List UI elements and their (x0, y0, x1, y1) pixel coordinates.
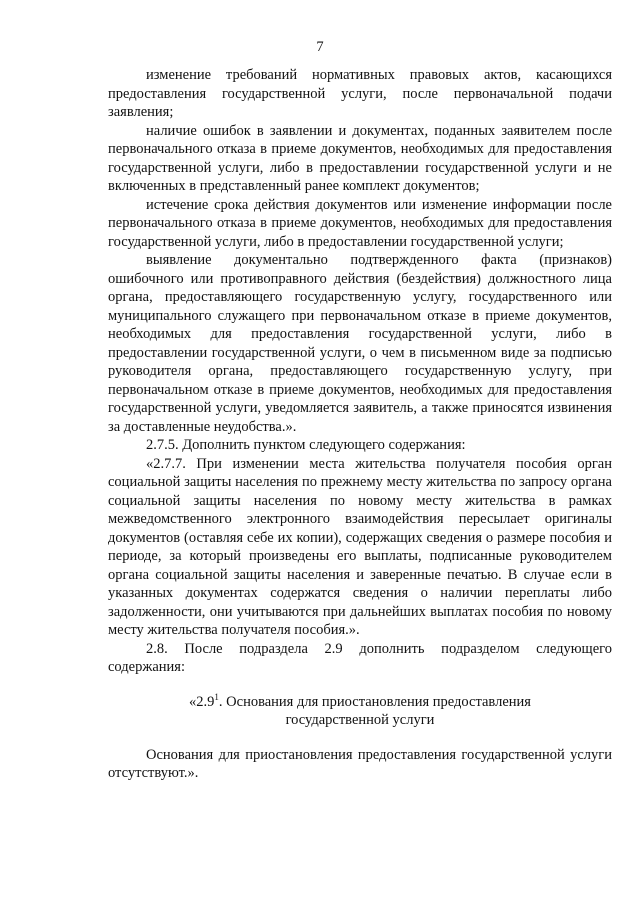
paragraph: выявление документально подтвержденного факта (признаков) ошибочного или противоправного действия (бездействия) должностного лица органа, предоставляющего государственную услугу, государственного или муниципального служащего при первоначальном отказе в приеме документов, необходимых для предоставления государственной услуги, либо в предоставлении государственной услуги, о чем в письменном виде за подписью руководителя органа, предоставляющего государственную услугу, при первоначальном отказе в приеме документов, необходимых для предоставления государственной услуги, уведомляется заявитель, а также приносятся извинения за доставленные неудобства.». (108, 252, 612, 435)
paragraph: 2.7.5. Дополнить пунктом следующего содержания: (146, 437, 466, 453)
heading-rest: . Основания для приостановления предоставления (218, 693, 531, 710)
heading-superscript: 1 (214, 691, 219, 702)
heading-line2: государственной услуги (285, 712, 435, 728)
paragraph: истечение срока действия документов или изменение информации после первоначального отказа в приеме документов, необходимых для предоставления государственной услуги, либо в предоставлении государственной услуги; (108, 196, 612, 250)
page-number: 7 (316, 39, 324, 55)
closing-paragraph: Основания для приостановления предоставления государственной услуги отсутствуют.». (108, 746, 612, 781)
paragraph: наличие ошибок в заявлении и документах, поданных заявителем после первоначального отказа в приеме документов, необходимых для предоставления государственной услуги, либо в предоставлении государственной услуги и не включенных в представленный ранее комплект документов; (108, 122, 612, 194)
document-body (108, 66, 612, 783)
paragraph: изменение требований нормативных правовых актов, касающихся предоставления государственной услуги, после первоначальной подачи заявления; (108, 67, 612, 120)
paragraph: «2.7.7. При изменении места жительства получателя пособия орган социальной защиты населения по прежнему месту жительства по запросу органа социальной защиты населения по новому месту жительства в рамках межведомственного электронного взаимодействия пересылает оригиналы документов (оставляя себе их копии), содержащих сведения о размере пособия и периоде, за который произведены его выплаты, подписанные руководителем органа социальной защиты населения и заверенные печатью. В случае если в указанных документах содержатся сведения о наличии переплаты либо задолженности, они учитываются при дальнейших выплатах пособия по новому месту жительства получателя пособия.». (108, 455, 612, 638)
section-heading (108, 693, 612, 730)
paragraph: 2.8. После подраздела 2.9 дополнить подразделом следующего содержания: (108, 640, 612, 675)
heading-prefix: «2.9 (189, 693, 215, 710)
